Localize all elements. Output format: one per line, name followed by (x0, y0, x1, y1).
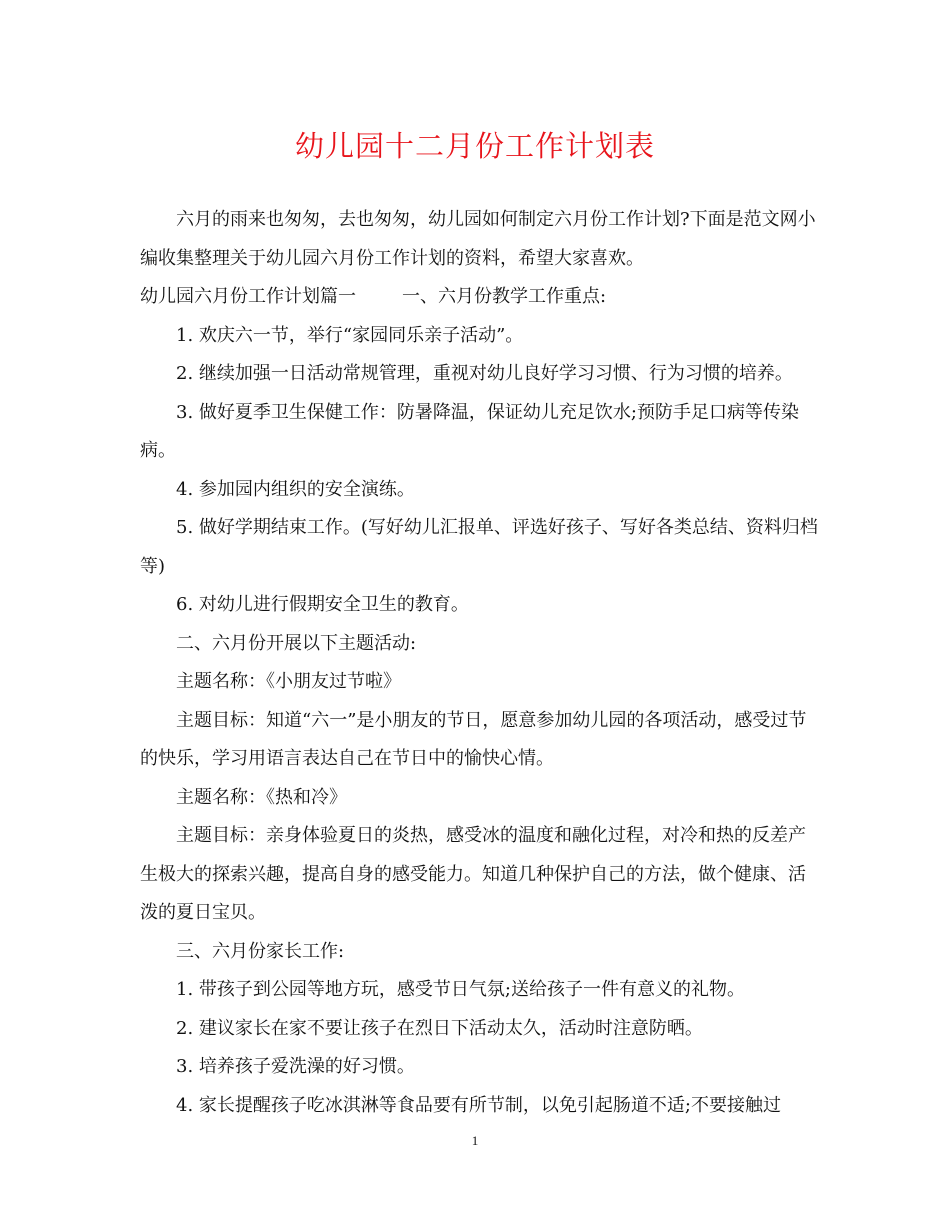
document-body (140, 201, 820, 1125)
list-item: 6. 对幼儿进行假期安全卫生的教育。 (176, 594, 469, 615)
teaching-focus-heading: 一、六月份教学工作重点: (402, 286, 607, 307)
list-item: 3. 培养孩子爱洗澡的好习惯。 (176, 1056, 415, 1077)
list-item: 1. 欢庆六一节，举行“家园同乐亲子活动”。 (176, 324, 524, 346)
list-item: 2. 继续加强一日活动常规管理，重视对幼儿良好学习习惯、行为习惯的培养。 (176, 363, 793, 384)
list-item: 2. 建议家长在家不要让孩子在烈日下活动太久，活动时注意防晒。 (176, 1017, 703, 1039)
theme-name: 主题名称：《热和冷》 (176, 786, 347, 808)
document-title: 幼儿园十二月份工作计划表 (294, 129, 655, 163)
list-item: 5. 做好学期结束工作。(写好幼儿汇报单、评选好孩子、写好各类总结、资料归档等) (140, 517, 818, 577)
section-heading: 三、六月份家长工作: (176, 940, 345, 962)
section-heading: 二、六月份开展以下主题活动: (176, 632, 417, 654)
intro-paragraph: 六月的雨来也匆匆，去也匆匆，幼儿园如何制定六月份工作计划?下面是范文网小编收集整理关于幼儿园六月份工作计划的资料，希望大家喜欢。 (140, 209, 816, 269)
article-part-label: 幼儿园六月份工作计划篇一 (140, 286, 356, 307)
list-item: 3. 做好夏季卫生保健工作：防暑降温，保证幼儿充足饮水;预防手足口病等传染病。 (140, 401, 799, 461)
page-number: 1 (471, 1133, 479, 1148)
theme-goal: 主题目标：亲身体验夏日的炎热，感受冰的温度和融化过程，对冷和热的反差产生极大的探索兴趣，提高自身的感受能力。知道几种保护自己的方法，做个健康、活泼的夏日宝贝。 (140, 825, 806, 923)
section-heading-line (140, 278, 820, 317)
theme-goal: 主题目标：知道“六一”是小朋友的节日，愿意参加幼儿园的各项活动，感受过节的快乐，学习用语言表达自己在节日中的愉快心情。 (140, 709, 807, 769)
list-item: 4. 家长提醒孩子吃冰淇淋等食品要有所节制，以免引起肠道不适;不要接触过 (176, 1094, 781, 1116)
theme-name: 主题名称：《小朋友过节啦》 (176, 671, 401, 692)
list-item: 4. 参加园内组织的安全演练。 (176, 478, 415, 500)
list-item: 1. 带孩子到公园等地方玩，感受节日气氛;送给孩子一件有意义的礼物。 (176, 979, 745, 1000)
